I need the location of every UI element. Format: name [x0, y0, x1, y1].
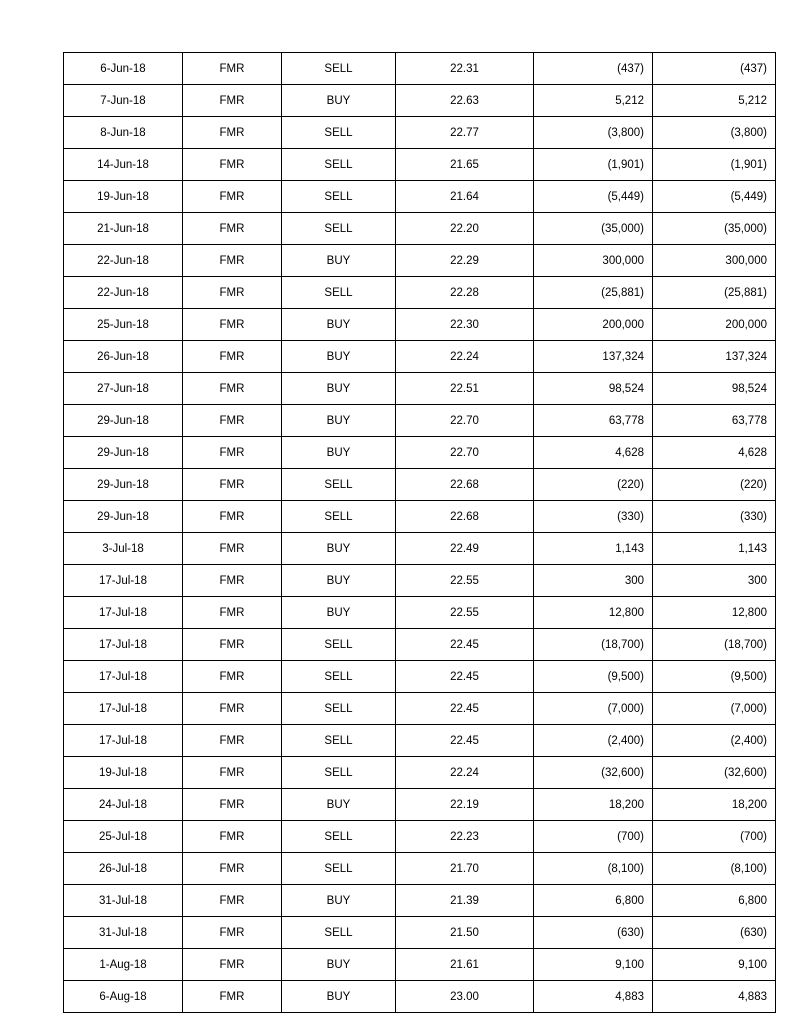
trade-fund-cell: FMR: [183, 725, 282, 757]
trade-side-cell: SELL: [282, 725, 396, 757]
trade-quantity-cell: 300: [534, 565, 653, 597]
table-row: [64, 661, 776, 693]
table-row: [64, 885, 776, 917]
trade-side-cell: BUY: [282, 789, 396, 821]
table-row: [64, 757, 776, 789]
trade-net-cell: 1,143: [653, 533, 776, 565]
trade-fund-cell: FMR: [183, 341, 282, 373]
trade-side-cell: BUY: [282, 949, 396, 981]
table-row: [64, 341, 776, 373]
trade-quantity-cell: 300,000: [534, 245, 653, 277]
table-row: [64, 949, 776, 981]
trade-side-cell: SELL: [282, 917, 396, 949]
trade-price-cell: 22.31: [396, 53, 534, 85]
trade-fund-cell: FMR: [183, 437, 282, 469]
trade-quantity-cell: 18,200: [534, 789, 653, 821]
trade-fund-cell: FMR: [183, 629, 282, 661]
table-row: [64, 373, 776, 405]
table-row: [64, 693, 776, 725]
trade-date-cell: 7-Jun-18: [64, 85, 183, 117]
trade-price-cell: 22.20: [396, 213, 534, 245]
trade-price-cell: 22.63: [396, 85, 534, 117]
trade-fund-cell: FMR: [183, 981, 282, 1013]
trade-fund-cell: FMR: [183, 853, 282, 885]
trade-net-cell: (7,000): [653, 693, 776, 725]
trade-fund-cell: FMR: [183, 693, 282, 725]
table-row: [64, 469, 776, 501]
trade-fund-cell: FMR: [183, 949, 282, 981]
trade-date-cell: 24-Jul-18: [64, 789, 183, 821]
trade-date-cell: 17-Jul-18: [64, 693, 183, 725]
trade-side-cell: SELL: [282, 853, 396, 885]
table-row: [64, 149, 776, 181]
trade-quantity-cell: (1,901): [534, 149, 653, 181]
table-row: [64, 597, 776, 629]
trade-date-cell: 17-Jul-18: [64, 597, 183, 629]
trade-net-cell: (1,901): [653, 149, 776, 181]
trade-side-cell: SELL: [282, 757, 396, 789]
trade-net-cell: (32,600): [653, 757, 776, 789]
trade-net-cell: (25,881): [653, 277, 776, 309]
trade-side-cell: SELL: [282, 469, 396, 501]
trade-date-cell: 6-Aug-18: [64, 981, 183, 1013]
trade-net-cell: 98,524: [653, 373, 776, 405]
trade-date-cell: 21-Jun-18: [64, 213, 183, 245]
trade-net-cell: (2,400): [653, 725, 776, 757]
trade-quantity-cell: 4,883: [534, 981, 653, 1013]
trade-quantity-cell: (630): [534, 917, 653, 949]
trade-price-cell: 22.70: [396, 405, 534, 437]
trade-fund-cell: FMR: [183, 309, 282, 341]
trade-price-cell: 23.00: [396, 981, 534, 1013]
trade-price-cell: 22.45: [396, 629, 534, 661]
trade-side-cell: SELL: [282, 213, 396, 245]
table-row: [64, 405, 776, 437]
trade-side-cell: SELL: [282, 501, 396, 533]
trade-price-cell: 22.24: [396, 341, 534, 373]
trade-net-cell: (9,500): [653, 661, 776, 693]
trade-quantity-cell: 63,778: [534, 405, 653, 437]
table-row: [64, 53, 776, 85]
trade-net-cell: 6,800: [653, 885, 776, 917]
trade-fund-cell: FMR: [183, 373, 282, 405]
trade-net-cell: (18,700): [653, 629, 776, 661]
trade-fund-cell: FMR: [183, 469, 282, 501]
trade-price-cell: 22.45: [396, 693, 534, 725]
trade-date-cell: 3-Jul-18: [64, 533, 183, 565]
trade-date-cell: 8-Jun-18: [64, 117, 183, 149]
trade-fund-cell: FMR: [183, 181, 282, 213]
trade-price-cell: 22.77: [396, 117, 534, 149]
trade-side-cell: BUY: [282, 405, 396, 437]
table-row: [64, 853, 776, 885]
trade-quantity-cell: (700): [534, 821, 653, 853]
table-row: [64, 821, 776, 853]
trade-quantity-cell: (3,800): [534, 117, 653, 149]
trade-date-cell: 17-Jul-18: [64, 661, 183, 693]
trade-date-cell: 25-Jun-18: [64, 309, 183, 341]
trade-price-cell: 21.39: [396, 885, 534, 917]
trade-fund-cell: FMR: [183, 405, 282, 437]
trade-side-cell: BUY: [282, 85, 396, 117]
trade-quantity-cell: 12,800: [534, 597, 653, 629]
trade-net-cell: (437): [653, 53, 776, 85]
table-row: [64, 437, 776, 469]
trade-net-cell: 137,324: [653, 341, 776, 373]
table-row: [64, 85, 776, 117]
trade-price-cell: 21.50: [396, 917, 534, 949]
trade-quantity-cell: (35,000): [534, 213, 653, 245]
trade-date-cell: 31-Jul-18: [64, 885, 183, 917]
table-row: [64, 917, 776, 949]
trade-date-cell: 1-Aug-18: [64, 949, 183, 981]
trade-net-cell: 300: [653, 565, 776, 597]
trade-date-cell: 19-Jul-18: [64, 757, 183, 789]
trade-date-cell: 22-Jun-18: [64, 277, 183, 309]
trade-quantity-cell: 5,212: [534, 85, 653, 117]
trade-quantity-cell: (220): [534, 469, 653, 501]
trade-price-cell: 22.55: [396, 597, 534, 629]
trade-side-cell: SELL: [282, 117, 396, 149]
trade-quantity-cell: (25,881): [534, 277, 653, 309]
trade-side-cell: SELL: [282, 53, 396, 85]
trade-net-cell: (220): [653, 469, 776, 501]
trade-side-cell: SELL: [282, 629, 396, 661]
trade-price-cell: 21.65: [396, 149, 534, 181]
trade-fund-cell: FMR: [183, 917, 282, 949]
trade-side-cell: BUY: [282, 885, 396, 917]
trade-quantity-cell: (7,000): [534, 693, 653, 725]
trade-fund-cell: FMR: [183, 597, 282, 629]
trade-side-cell: SELL: [282, 821, 396, 853]
table-row: [64, 981, 776, 1013]
trade-price-cell: 22.55: [396, 565, 534, 597]
trade-price-cell: 22.68: [396, 469, 534, 501]
trade-fund-cell: FMR: [183, 533, 282, 565]
trade-price-cell: 22.51: [396, 373, 534, 405]
trade-price-cell: 22.29: [396, 245, 534, 277]
trade-net-cell: 63,778: [653, 405, 776, 437]
trade-price-cell: 21.64: [396, 181, 534, 213]
trade-price-cell: 22.45: [396, 725, 534, 757]
trade-price-cell: 22.68: [396, 501, 534, 533]
trade-fund-cell: FMR: [183, 149, 282, 181]
trade-quantity-cell: 6,800: [534, 885, 653, 917]
trade-date-cell: 26-Jun-18: [64, 341, 183, 373]
trade-date-cell: 29-Jun-18: [64, 469, 183, 501]
trade-side-cell: BUY: [282, 341, 396, 373]
trade-side-cell: BUY: [282, 373, 396, 405]
trade-fund-cell: FMR: [183, 277, 282, 309]
table-row: [64, 245, 776, 277]
trade-quantity-cell: (9,500): [534, 661, 653, 693]
trade-date-cell: 14-Jun-18: [64, 149, 183, 181]
trade-date-cell: 29-Jun-18: [64, 501, 183, 533]
trade-price-cell: 21.70: [396, 853, 534, 885]
table-row: [64, 117, 776, 149]
trade-price-cell: 22.30: [396, 309, 534, 341]
table-row: [64, 789, 776, 821]
table-row: [64, 725, 776, 757]
table-row: [64, 213, 776, 245]
trade-price-cell: 21.61: [396, 949, 534, 981]
trade-date-cell: 29-Jun-18: [64, 405, 183, 437]
trade-net-cell: (700): [653, 821, 776, 853]
trade-side-cell: SELL: [282, 661, 396, 693]
trade-date-cell: 29-Jun-18: [64, 437, 183, 469]
trade-side-cell: SELL: [282, 149, 396, 181]
trade-net-cell: (35,000): [653, 213, 776, 245]
trade-net-cell: 200,000: [653, 309, 776, 341]
table-row: [64, 501, 776, 533]
trade-quantity-cell: (2,400): [534, 725, 653, 757]
trade-quantity-cell: (330): [534, 501, 653, 533]
table-row: [64, 565, 776, 597]
trade-side-cell: BUY: [282, 437, 396, 469]
trade-date-cell: 27-Jun-18: [64, 373, 183, 405]
trade-price-cell: 22.45: [396, 661, 534, 693]
trade-table: [63, 52, 776, 1013]
trade-date-cell: 19-Jun-18: [64, 181, 183, 213]
trade-price-cell: 22.19: [396, 789, 534, 821]
trade-quantity-cell: 137,324: [534, 341, 653, 373]
trade-net-cell: 9,100: [653, 949, 776, 981]
trade-price-cell: 22.70: [396, 437, 534, 469]
trade-net-cell: 5,212: [653, 85, 776, 117]
trade-price-cell: 22.23: [396, 821, 534, 853]
trade-date-cell: 22-Jun-18: [64, 245, 183, 277]
trade-table-body: [64, 53, 776, 1013]
trade-date-cell: 26-Jul-18: [64, 853, 183, 885]
trade-price-cell: 22.49: [396, 533, 534, 565]
trade-fund-cell: FMR: [183, 821, 282, 853]
trade-quantity-cell: 1,143: [534, 533, 653, 565]
trade-date-cell: 17-Jul-18: [64, 725, 183, 757]
trade-date-cell: 31-Jul-18: [64, 917, 183, 949]
trade-fund-cell: FMR: [183, 85, 282, 117]
trade-net-cell: (8,100): [653, 853, 776, 885]
trade-net-cell: 4,883: [653, 981, 776, 1013]
table-row: [64, 629, 776, 661]
table-row: [64, 309, 776, 341]
trade-quantity-cell: (437): [534, 53, 653, 85]
trade-net-cell: 4,628: [653, 437, 776, 469]
trade-net-cell: 12,800: [653, 597, 776, 629]
trade-date-cell: 6-Jun-18: [64, 53, 183, 85]
trade-net-cell: (3,800): [653, 117, 776, 149]
trade-side-cell: SELL: [282, 693, 396, 725]
trade-fund-cell: FMR: [183, 117, 282, 149]
trade-fund-cell: FMR: [183, 53, 282, 85]
trade-net-cell: (5,449): [653, 181, 776, 213]
table-row: [64, 181, 776, 213]
trade-side-cell: BUY: [282, 309, 396, 341]
trade-fund-cell: FMR: [183, 245, 282, 277]
trade-date-cell: 17-Jul-18: [64, 565, 183, 597]
trade-quantity-cell: (5,449): [534, 181, 653, 213]
trade-quantity-cell: 4,628: [534, 437, 653, 469]
trade-fund-cell: FMR: [183, 565, 282, 597]
trade-side-cell: BUY: [282, 565, 396, 597]
trade-side-cell: SELL: [282, 181, 396, 213]
trade-price-cell: 22.28: [396, 277, 534, 309]
trade-side-cell: BUY: [282, 245, 396, 277]
table-row: [64, 277, 776, 309]
table-row: [64, 533, 776, 565]
trade-date-cell: 17-Jul-18: [64, 629, 183, 661]
trade-fund-cell: FMR: [183, 885, 282, 917]
trade-date-cell: 25-Jul-18: [64, 821, 183, 853]
trade-net-cell: 300,000: [653, 245, 776, 277]
trade-quantity-cell: (32,600): [534, 757, 653, 789]
trade-fund-cell: FMR: [183, 213, 282, 245]
trade-side-cell: BUY: [282, 533, 396, 565]
trade-net-cell: (330): [653, 501, 776, 533]
trade-fund-cell: FMR: [183, 661, 282, 693]
trade-fund-cell: FMR: [183, 757, 282, 789]
trade-quantity-cell: (18,700): [534, 629, 653, 661]
trade-quantity-cell: 98,524: [534, 373, 653, 405]
trade-net-cell: (630): [653, 917, 776, 949]
trade-quantity-cell: (8,100): [534, 853, 653, 885]
trade-net-cell: 18,200: [653, 789, 776, 821]
trade-side-cell: BUY: [282, 597, 396, 629]
trade-quantity-cell: 9,100: [534, 949, 653, 981]
trade-side-cell: SELL: [282, 277, 396, 309]
trade-fund-cell: FMR: [183, 501, 282, 533]
trade-side-cell: BUY: [282, 981, 396, 1013]
trade-price-cell: 22.24: [396, 757, 534, 789]
trade-quantity-cell: 200,000: [534, 309, 653, 341]
trade-fund-cell: FMR: [183, 789, 282, 821]
